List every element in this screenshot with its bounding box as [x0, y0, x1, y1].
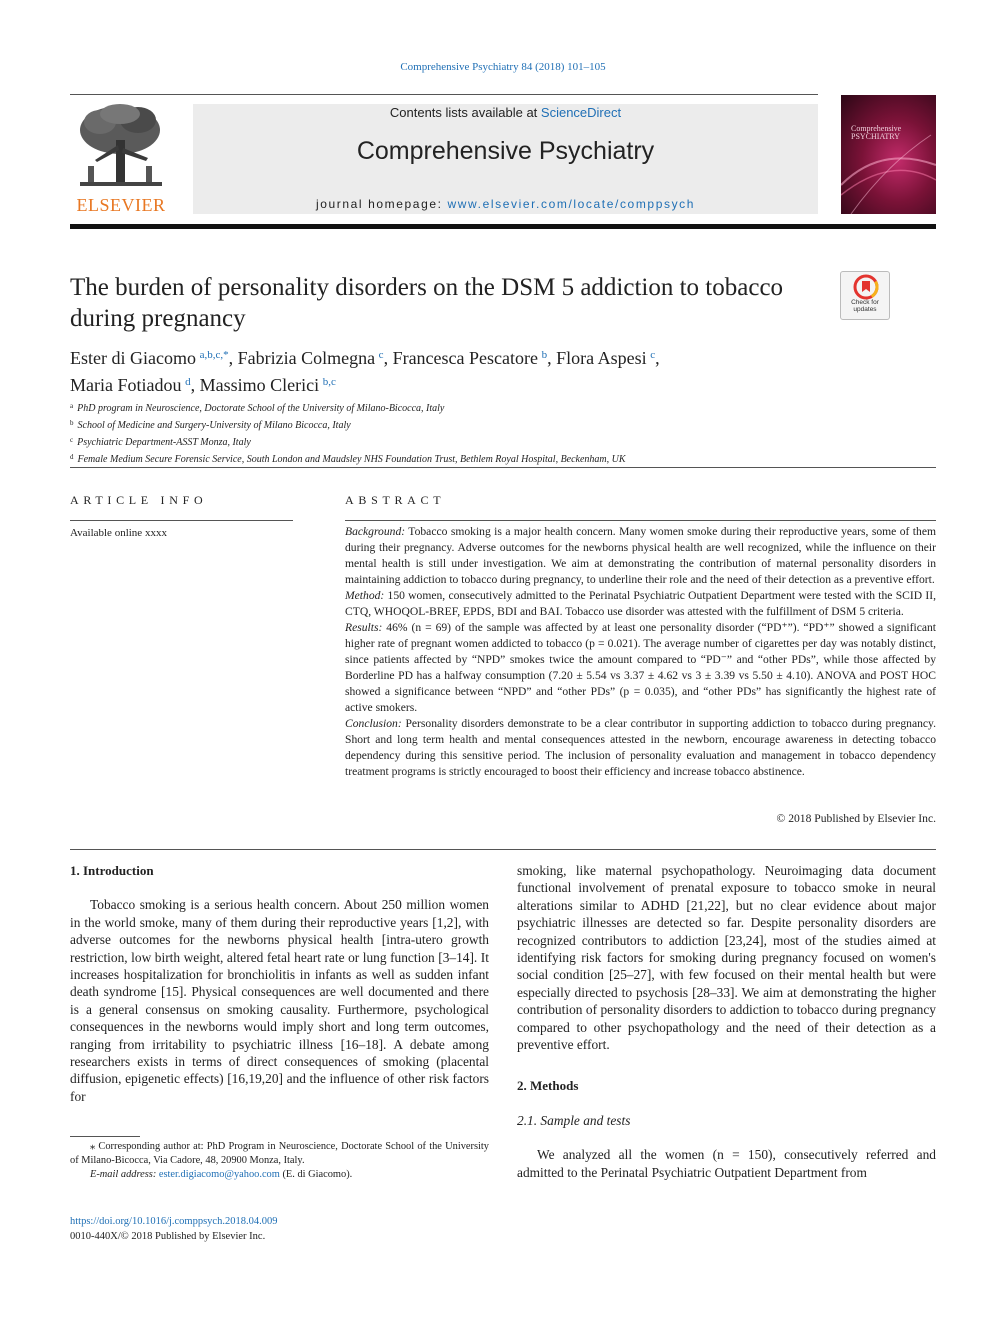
author[interactable] — [200, 375, 336, 395]
author-affiliation-marker[interactable]: b,c — [322, 376, 336, 388]
author-name[interactable]: Maria Fotiadou — [70, 375, 182, 395]
method-label: Method: — [345, 589, 385, 602]
author-affiliation-marker[interactable]: c — [650, 349, 656, 361]
contents-line — [193, 105, 818, 120]
cover-swirl-icon — [841, 95, 936, 214]
author-affiliation-marker[interactable]: a,b,c,* — [199, 349, 229, 361]
check-for-updates-button[interactable] — [840, 271, 890, 320]
homepage-line — [193, 197, 818, 211]
email-link[interactable]: ester.digiacomo@yahoo.com — [158, 1169, 280, 1180]
abstract-method — [345, 588, 936, 620]
article-info-heading: ARTICLE INFO — [70, 493, 208, 507]
author-list: Ester di Giacomo $^{a,b,c,*}$, Fabrizia Colmegna $^c$, Francesca Pescatore $^b$, Flora Aspesi $^c$, Maria Fotiadou $^d$, Massimo Clerici $^{b,c}$ — [70, 348, 660, 395]
affiliation-text: Psychiatric Department-ASST Monza, Italy — [77, 437, 251, 448]
header-divider — [70, 94, 818, 95]
introduction-paragraph-continued: smoking, like maternal psychopathology. Neuroimaging data document functional involvement of prenatal exposure to tobacco smoke in neural alterations similar to ADHD [21,22], but no clear evidence about major psychiatric illnesses are detected so far. Despite personality disorders are recognized contributors to addiction [23,24], most of the studies aimed at identifying risk factors for smoking during pregnancy focused on women's social condition [25–27], with few focused on their mental health but were especially directed to psychosis [28–33]. We aim at demonstrating the higher contribution of personality disorders to addiction to tobacco during pregnancy compared to other psychopathology and the need of their detection as a preventive effort. — [517, 863, 936, 1053]
email-label: E-mail address: — [90, 1169, 159, 1180]
affiliation-list — [70, 399, 940, 467]
doi-block — [70, 1214, 489, 1244]
abstract-heading: ABSTRACT — [345, 493, 446, 507]
abstract-body — [345, 524, 936, 780]
author-name[interactable]: Fabrizia Colmegna — [237, 348, 376, 368]
author[interactable] — [556, 348, 655, 368]
author[interactable] — [238, 348, 384, 368]
author[interactable] — [70, 348, 229, 368]
affiliation-key: b — [70, 419, 74, 427]
conclusion-label: Conclusion: — [345, 717, 402, 730]
affiliation-text: PhD program in Neuroscience, Doctorate School of the University of Milano-Bicocca, Italy — [77, 403, 445, 414]
affiliation-item — [70, 416, 940, 433]
body-column-right — [517, 862, 936, 1181]
email-suffix: (E. di Giacomo). — [279, 1169, 353, 1180]
body-divider — [70, 849, 936, 850]
methods-paragraph: We analyzed all the women (n = 150), consecutively referred and admitted to the Perinatal Psychiatric Outpatient Department from — [517, 1147, 936, 1180]
author-affiliation-marker[interactable]: b — [541, 349, 548, 361]
author-affiliation-marker[interactable]: c — [378, 349, 384, 361]
author-name[interactable]: Ester di Giacomo — [70, 348, 196, 368]
author[interactable] — [393, 348, 548, 368]
journal-name: Comprehensive Psychiatry — [356, 137, 655, 165]
author-affiliation-marker[interactable]: d — [185, 376, 191, 388]
affiliation-text: Female Medium Secure Forensic Service, South London and Maudsley NHS Foundation Trust, Bethlem Royal Hospital, Beckenham, UK — [77, 454, 626, 465]
issn-line: 0010-440X/© 2018 Published by Elsevier Inc. — [70, 1231, 266, 1242]
abstract-conclusion — [345, 716, 936, 780]
crossmark-label: Check for updates — [851, 299, 879, 313]
homepage-prefix: journal homepage: — [315, 197, 448, 211]
author[interactable] — [70, 375, 191, 395]
abstract-divider — [345, 520, 936, 521]
abstract-copyright: © 2018 Published by Elsevier Inc. — [776, 812, 936, 825]
introduction-heading: 1. Introduction — [70, 863, 154, 878]
background-label: Background: — [345, 525, 406, 538]
method-text: 150 women, consecutively admitted to the Perinatal Psychiatric Outpatient Department were tested with the SCID II, CTQ, WHOQOL-BREF, EPDS, BDI and BAI. Tobacco use disorder was attested with the fulfillment of DSM 5 criteria. — [345, 589, 936, 618]
article-info-divider — [70, 520, 293, 521]
affiliation-item — [70, 399, 940, 416]
affiliation-key: a — [70, 402, 74, 410]
affiliation-item — [70, 450, 940, 467]
homepage-link[interactable]: www.elsevier.com/locate/comppsych — [447, 197, 696, 211]
affiliation-item — [70, 433, 940, 450]
conclusion-text: Personality disorders demonstrate to be a clear contributor in supporting addiction to tobacco during pregnancy. Short and long term health and mental consequences attested in the newborn, encourage awareness in detecting tobacco dependency during this sensitive period. The inclusion of personality evaluation and management in tobacco dependency treatment programs is strictly encouraged to boost their efficiency and increase tobacco abstinence. — [345, 717, 936, 778]
background-text: Tobacco smoking is a major health concern. Many women smoke during their reproductive years, some of them during their pregnancy. Adverse outcomes for the newborns physical health are well recognized, while the influence on their mental health is still under investigation. We aim at demonstrating the contribution of maternal personality disorders in maintaining addiction to tobacco during pregnancy, to underline their role and the need of their detection as a preventive effort. — [345, 525, 936, 586]
cover-title: Comprehensive PSYCHIATRY — [851, 124, 902, 141]
affiliation-key: c — [70, 436, 74, 444]
results-label: Results: — [345, 621, 383, 634]
abstract-results — [345, 620, 936, 716]
author-name[interactable]: Francesca Pescatore — [392, 348, 538, 368]
body-column-left — [70, 862, 489, 1105]
section-divider — [70, 467, 936, 468]
author-name[interactable]: Flora Aspesi — [556, 348, 647, 368]
email-line — [70, 1168, 489, 1182]
footnote-divider — [70, 1136, 140, 1137]
journal-citation[interactable]: Comprehensive Psychiatry 84 (2018) 101–105 — [400, 61, 606, 73]
contents-prefix: Contents lists available at — [389, 105, 541, 120]
sciencedirect-link[interactable]: ScienceDirect — [540, 105, 622, 120]
introduction-paragraph: Tobacco smoking is a serious health concern. About 250 million women in the world smoke, many of them during their reproductive years [1,2], with adverse outcomes for the newborns physical health [intra-utero growth restriction, low birth weight, altered fetal heart rate or lung function [3–14]. It increases hospitalization for bronchiolitis in infants as well as sudden infant death syndrome [15]. Physical consequences are well documented and there is a general consensus on smoking causality. Furthermore, psychological consequences in the newborns would imply short and long term outcomes, ranging from irritability to psychiatric illness [16–18]. A debate among researchers exists in terms of direct consequences of smoking (placental diffusion, epigenetic effects) [16,19,20] and the influence of other risk factors for — [70, 897, 489, 1104]
sample-tests-heading: 2.1. Sample and tests — [517, 1112, 631, 1128]
journal-cover-image[interactable] — [841, 95, 936, 214]
tree-icon — [70, 100, 172, 196]
methods-heading: 2. Methods — [517, 1078, 579, 1094]
author-name[interactable]: Massimo Clerici — [199, 375, 320, 395]
crossmark-icon — [853, 274, 879, 300]
elsevier-wordmark: ELSEVIER — [76, 195, 166, 215]
abstract-background — [345, 524, 936, 588]
header-thick-rule — [70, 224, 936, 229]
available-online-text: Available online xxxx — [70, 527, 167, 539]
corresponding-text: ⁎ Corresponding author at: PhD Program in Neuroscience, Doctorate School of the University of Milano-Bicocca, Via Cadore, 48, 20900 Monza, Italy. — [70, 1141, 489, 1166]
article-title: The burden of personality disorders on the DSM 5 addiction to tobacco during pregnancy — [70, 274, 784, 332]
affiliation-text: School of Medicine and Surgery-University of Milano Bicocca, Italy — [77, 420, 351, 431]
results-text: 46% (n = 69) of the sample was affected by at least one personality disorder (“PD⁺”). “PD⁺” showed a significant higher rate of pregnant women addicted to tobacco (p = 0.021). The average number of cigarettes per day was notably distinct, since patients affected by “NPD” smokes twice the amount compared to “PD⁻” and “other PDs”, while those affected by Borderline PD has a halfway consumption (7.20 ± 5.54 vs 3.37 ± 4.62 vs 3 ± 3.39 vs 5.50 ± 4.10). ANOVA and POST HOC showed a significance between “NPD” and “other PDs” (p = 0.035), and “other PDs” has significantly the highest rate of active smokers. — [345, 621, 936, 714]
corresponding-author-footnote — [70, 1140, 489, 1182]
affiliation-key: d — [70, 453, 74, 461]
doi-link[interactable]: https://doi.org/10.1016/j.comppsych.2018.04.009 — [70, 1216, 278, 1227]
